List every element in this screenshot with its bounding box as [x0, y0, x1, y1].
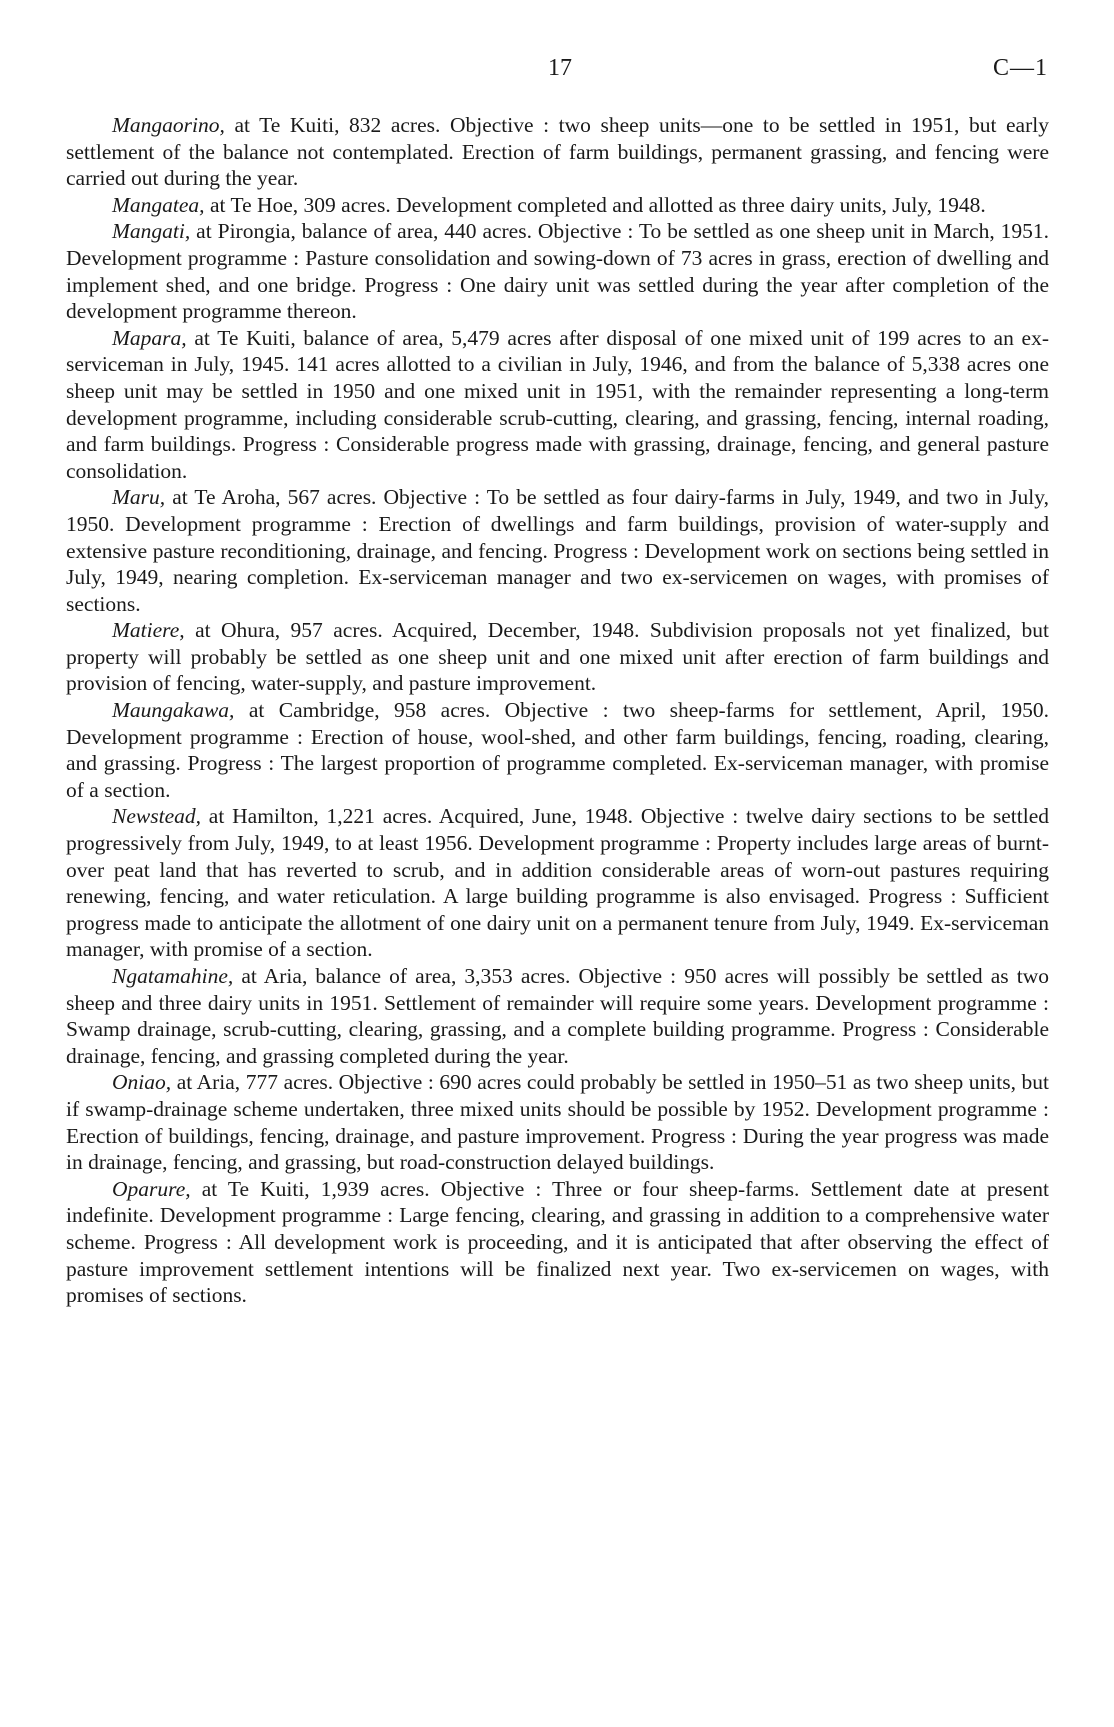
- entry-text: at Te Kuiti, balance of area, 5,479 acres after disposal of one mixed unit of 199 acres to an ex-serviceman in July, 1945. 141 acres allotted to a civilian in July, 1946, and from the balance of 5,338 acres one sheep unit may be settled in 1950 and one mixed unit in 1951, with the remainder representing a long-term development programme, including considerable scrub-cutting, clearing, and grassing, fencing, internal roading, and farm buildings. Progress : Considerable progress made with grassing, drainage, fencing, and general pasture consolidation.: [66, 325, 1049, 483]
- entry-name: Mangati,: [112, 219, 191, 244]
- page-number: 17: [548, 55, 572, 81]
- entry-oniao: [66, 1069, 1049, 1175]
- entry-name: Oniao,: [112, 1070, 172, 1095]
- entry-maru: [66, 484, 1049, 617]
- entry-maungakawa: [66, 697, 1049, 803]
- entry-mangati: [66, 218, 1049, 324]
- entry-name: Ngatamahine,: [112, 964, 234, 988]
- entry-name: Mangaorino,: [112, 113, 225, 137]
- entry-text: at Hamilton, 1,221 acres. Acquired, June, 1948. Objective : twelve dairy sections to be settled progressively from July, 1949, to at least 1956. Development programme : Property includes large areas of burnt-over peat land that has reverted to scrub, and in addition considerable areas of worn-out pastures requiring renewing, fencing, and water reticulation. A large building programme is also envisaged. Progress : Sufficient progress made to anticipate the allotment of one dairy unit on a permanent tenure from July, 1949. Ex-serviceman manager, with promise of a section.: [66, 804, 1049, 962]
- entry-name: Mangatea,: [112, 192, 205, 217]
- entry-text: at Te Aroha, 567 acres. Objective : To be settled as four dairy-farms in July, 1949, and two in July, 1950. Development programme : Erection of dwellings and farm buildings, provision of water-supply and extensive pasture reconditioning, drainage, and fencing. Progress : Development work on sections being settled in July, 1949, nearing completion. Ex-serviceman manager and two ex-servicemen on wages, with promises of sections.: [66, 485, 1049, 616]
- entry-mapara: [66, 325, 1049, 485]
- entry-name: Maru,: [112, 485, 166, 510]
- entry-text: at Aria, 777 acres. Objective : 690 acres could probably be settled in 1950–51 as two sheep units, but if swamp-drainage scheme undertaken, three mixed units should be possible by 1952. Development programme : Erection of buildings, fencing, drainage, and pasture improvement. Progress : During the year progress was made in drainage, fencing, and grassing, but road-construction delayed buildings.: [66, 1070, 1049, 1175]
- body-text: [66, 112, 1049, 1309]
- entry-mangaorino: [66, 112, 1049, 192]
- entry-mangatea: [66, 192, 1049, 219]
- entry-text: at Ohura, 957 acres. Acquired, December, 1948. Subdivision proposals not yet finalized, but property will probably be settled as one sheep unit and one mixed unit after erection of farm buildings and provision of fencing, water-supply, and pasture improvement.: [66, 618, 1049, 696]
- entry-ngatamahine: [66, 963, 1049, 1069]
- entry-text: at Aria, balance of area, 3,353 acres. Objective : 950 acres will possibly be settled as two sheep and three dairy units in 1951. Settlement of remainder will require some years. Development programme : Swamp drainage, scrub-cutting, clearing, grassing, and a complete building programme. Progress : Considerable drainage, fencing, and grassing completed during the year.: [66, 964, 1049, 1068]
- entry-text: at Te Kuiti, 1,939 acres. Objective : Three or four sheep-farms. Settlement date at present indefinite. Development programme : Large fencing, clearing, and grassing in addition to a comprehensive water scheme. Progress : All development work is proceeding, and it is anticipated that after observing the effect of pasture improvement settlement intentions will be finalized next year. Two ex-servicemen on wages, with promises of sections.: [66, 1176, 1049, 1308]
- entry-oparure: [66, 1176, 1049, 1309]
- entry-text: at Pirongia, balance of area, 440 acres. Objective : To be settled as one sheep unit in March, 1951. Development programme : Pasture consolidation and sowing-down of 73 acres in grass, erection of dwelling and implement shed, and one bridge. Progress : One dairy unit was settled during the year after completion of the development programme thereon.: [66, 219, 1049, 324]
- page-header: [0, 55, 1114, 95]
- entry-newstead: [66, 803, 1049, 963]
- report-code: C—1: [992, 55, 1048, 81]
- entry-name: Oparure,: [112, 1176, 191, 1201]
- entry-text: at Te Kuiti, 832 acres. Objective : two sheep units—one to be settled in 1951, but early settlement of the balance not contemplated. Erection of farm buildings, permanent grassing, and fencing were carried out during the year.: [66, 113, 1049, 191]
- entry-text: at Te Hoe, 309 acres. Development completed and allotted as three dairy units, July, 1948.: [204, 192, 986, 217]
- entry-name: Matiere,: [112, 618, 185, 643]
- entry-name: Maungakawa,: [112, 698, 235, 723]
- entry-name: Mapara,: [112, 325, 187, 350]
- entry-text: at Cambridge, 958 acres. Objective : two sheep-farms for settlement, April, 1950. Development programme : Erection of house, wool-shed, and other farm buildings, fencing, roading, clearing, and grassing. Progress : The largest proportion of programme completed. Ex-serviceman manager, with promise of a section.: [66, 698, 1049, 802]
- entry-matiere: [66, 617, 1049, 697]
- entry-name: Newstead,: [112, 804, 201, 829]
